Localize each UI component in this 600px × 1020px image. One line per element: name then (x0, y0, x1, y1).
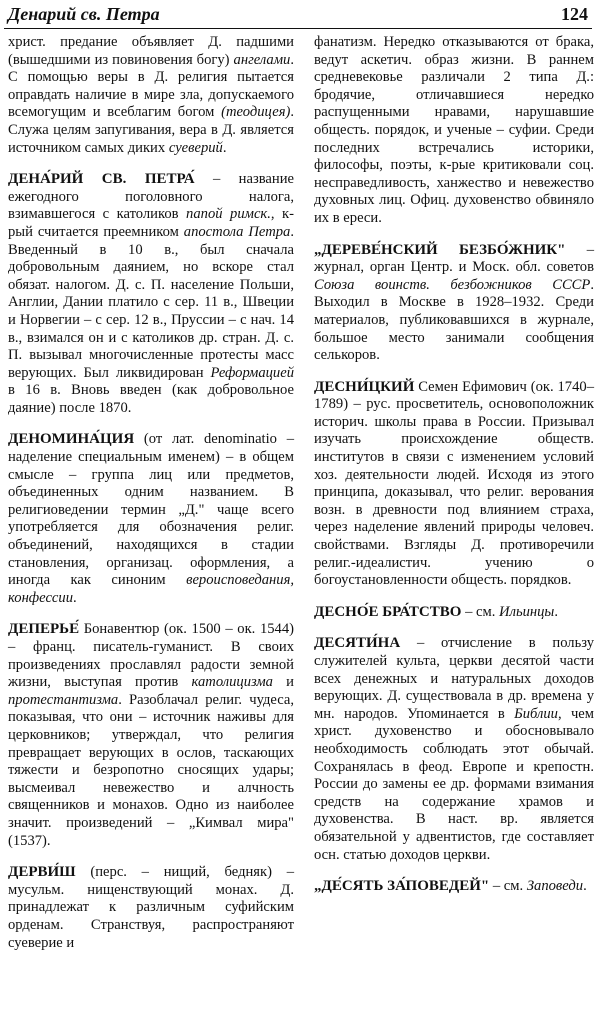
entry-headword: „ДЕ́СЯТЬ ЗА́ПОВЕДЕЙ" (314, 878, 490, 895)
right-column (314, 34, 594, 910)
left-column (8, 34, 294, 966)
entry-crossref: (теодицея) (221, 104, 291, 121)
entry-text: – см. (461, 603, 500, 620)
entry-crossref: апостола Петра (183, 223, 291, 240)
page-header (4, 2, 592, 29)
entry-text: . (73, 589, 77, 606)
running-title: Денарий св. Петра (8, 4, 160, 24)
entry-text: . Служа целям запугивания, вера в Д. является источником самых диких (8, 104, 294, 156)
entry-crossref: ангелами (233, 51, 291, 68)
entry-text: в 16 в. Вновь введен (как добровольное даяние) после 1870. (8, 382, 294, 416)
entry-right-brotherhood (314, 604, 594, 622)
entry-headword: „ДЕРЕВЕ́НСКИЙ БЕЗБО́ЖНИК" (314, 241, 566, 258)
entry-denarius (8, 171, 294, 417)
entry-text: . Введенный в 10 в., был сначала добровольным даянием, но вскоре стал обязат. налогом. Д. с. П. население Польши, Англии, Дании платило с сер. 11 в., Швеции и Норвегии – с сер. 12 в., Пруссии – с нач. 14 в., взимался он и с католиков др. стран. Д. с. П. вызывал многочисленные протесты масс верующих. Был ликвидирован (8, 223, 294, 381)
entry-text: – см. (489, 878, 527, 895)
entry-text: христ. предание объявляет Д. падшими (вышедшими из повиновения богу) (8, 34, 294, 68)
entry-headword: ДЕРВИ́Ш (8, 864, 76, 881)
entry-text: (от лат. denominatio – наделение специальным именем) – в общем смысле – группа лиц или предметов, объединенных одним названием. В религиоведении термин „Д." чаще всего употребляется для обозначения религ. объединений, находящихся в стадии становления, организац. оформления, а иногда как синоним (8, 431, 294, 589)
page-number: 124 (561, 4, 588, 24)
entry-crossref: Реформацией (210, 364, 294, 381)
entry-text: . Разоблачал религ. чудеса, показывая, что они – источник наживы для церковников; утверждал, что религия превращает верующих в ослов, таскающих тяжести и безропотно сносящих удары; высмеивал невежество и алчность священников и монахов. Одно из наиболее значит. произведений – „Кимвал мира" (1537). (8, 691, 294, 849)
entry-text: . Выходил в Москве в 1928–1932. Среди материалов, публиковавшихся в журнале, большое место занимали сообщения селькоров. (314, 276, 594, 364)
entry-text: – отчисление в пользу служителей культа, церкви десятой части всех денежных и натуральных доходов верующих. Д. существовала в др. времена у мн. народов. Упоминается в (314, 635, 594, 722)
entry-crossref: католицизма (191, 674, 273, 691)
entry-deperier (8, 621, 294, 850)
entry-headword: ДЕНА́РИЙ СВ. ПЕТРА́ (8, 171, 195, 188)
entry-headword: ДЕСНИ́ЦКИЙ (314, 378, 415, 395)
entry-crossref: папой римск. (186, 206, 271, 223)
entry-headword: ДЕПЕРЬЕ́ (8, 621, 80, 638)
entry-crossref: суеверий (168, 139, 223, 156)
entry-text: фанатизм. Нередко отказываются от брака, ведут аскетич. образ жизни. В раннем средневековье различали 2 типа Д.: бродячие, отличавшиеся нередко распущенными нравами, нарушавшие общесть. порядок, и ученые – суфии. Среди последних встречались историки, философы, поэты, к-рые критиковали соц. несправедливость, ханжество и невежество духовных лиц. Офиц. духовенство обвиняло их в ереси. (314, 34, 594, 226)
entry-crossref: Ильинцы (499, 603, 555, 620)
entry-headword: ДЕСЯТИ́НА (314, 635, 401, 652)
entry-village-atheist (314, 242, 594, 365)
entry-text: . (222, 139, 227, 156)
entry-text: Бонавентюр (ок. 1500 – ок. 1544) – франц. писатель-гуманист. В своих произведениях прославлял радости земной жизни, выступая против (8, 621, 294, 691)
entry-denomination (8, 431, 294, 607)
entry-tithe (314, 635, 594, 864)
entry-text: , чем христ. духовенство и обосновывало необходимость соблюдать этот обычай. Сохранялась в феод. Европе и крепостн. России до замены ее др. формами взимания средств на содержание храмов и духовенства. В наст. вр. является обязательной у адвентистов, где составляет осн. статью доходов церкви. (314, 705, 594, 863)
entry-text: – журнал, орган Центр. и Моск. обл. советов (314, 241, 594, 276)
entry-text: . С помощью веры в Д. религия пытается оправдать наличие в мире зла, допускаемого всемогущим и всеблагим богом (8, 51, 294, 121)
entry-headword: ДЕСНО́Е БРА́ТСТВО (314, 603, 462, 620)
entry-crossref: Библии (514, 705, 558, 722)
entry-text: . (554, 603, 558, 620)
entry-crossref: Заповеди (526, 878, 584, 895)
entry-headword: ДЕНОМИНА́ЦИЯ (8, 431, 135, 448)
entry-crossref: Союза воинств. безбожников СССР (314, 276, 591, 293)
entry-text: (перс. – нищий, бедняк) – мусульм. нищенствующий монах. Д. принадлежат к различным суфийским орденам. Странствуя, распространяют суеверие и (8, 864, 294, 951)
entry-text: и (272, 674, 294, 691)
entry-text: . (583, 878, 587, 895)
entry-text: , к-рый считается преемником (8, 206, 295, 240)
entry-ten-commandments (314, 878, 594, 896)
entry-cont-demons (8, 34, 294, 157)
entry-text: Семен Ефимович (ок. 1740–1789) – рус. просветитель, основоположник историч. школы права в России. Призывал изучать происхождение обществ. институтов в связи с изменением условий хоз. деятельности людей. Исходя из этого принципа, доказывал, что религ. верования возн. в древности под влиянием страха, через наделение явлений природы человеч. свойствами. Взгляды Д. противоречили религ.-идеалистич. учению о богоустановленности общесть. порядков. (314, 378, 594, 589)
entry-cont-dervish (314, 34, 594, 228)
entry-text: – название ежегодного поголовного налога, взимавшегося с католиков (8, 171, 294, 223)
entry-crossref: вероисповедания, конфессии (8, 572, 294, 606)
entry-crossref: протестантизма (8, 691, 119, 708)
entry-dervish (8, 864, 294, 952)
entry-desnitsky (314, 379, 594, 590)
